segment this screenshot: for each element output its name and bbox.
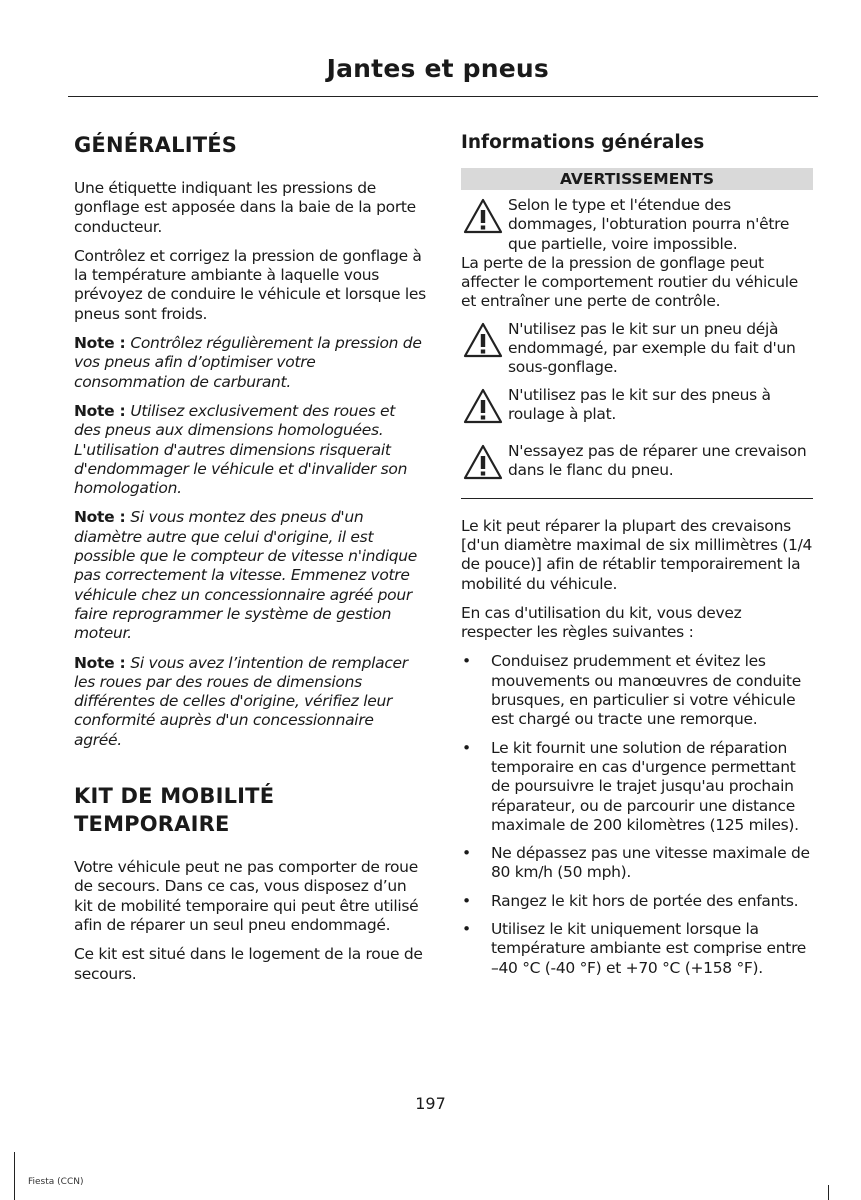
paragraph: Une étiquette indiquant les pressions de gonflage est apposée dans la baie de la porte conducteur. — [74, 179, 416, 236]
note-label: Note : — [74, 401, 126, 420]
warnings-divider — [461, 498, 813, 499]
left-column — [74, 131, 426, 994]
title-divider — [68, 96, 818, 97]
note — [74, 508, 426, 643]
warning-item — [461, 442, 813, 490]
list-item — [461, 892, 813, 911]
bullet: • — [462, 844, 471, 863]
note — [74, 334, 426, 392]
paragraph: Ce kit est situé dans le logement de la roue de secours. — [74, 945, 423, 983]
warning-text: N'utilisez pas le kit sur des pneus à roulage à plat. — [508, 385, 771, 423]
paragraph: Contrôlez et corrigez la pression de gonflage à la température ambiante à laquelle vous prévoyez de conduire le véhicule et lorsque les pneus sont froids. — [74, 246, 426, 323]
warning-triangle-icon — [463, 198, 503, 234]
warning-item — [461, 196, 813, 254]
crop-mark — [828, 1185, 829, 1200]
section-heading-informations: Informations générales — [461, 132, 705, 153]
bullet: • — [462, 738, 471, 757]
note-label: Note : — [74, 653, 126, 672]
section-heading-generalites: GÉNÉRALITÉS — [74, 133, 238, 157]
warning-item — [461, 320, 813, 378]
list-item-text: Rangez le kit hors de portée des enfants. — [491, 891, 799, 910]
warning-text: Selon le type et l'étendue des dommages, l'obturation pourra n'être que partielle, voire impossible. — [508, 196, 790, 253]
list-item — [461, 920, 813, 978]
warning-continuation: La perte de la pression de gonflage peut affecter le comportement routier du véhicule et entraîner une perte de contrôle. — [461, 253, 799, 311]
note — [74, 402, 426, 498]
note-text: Contrôlez régulièrement la pression de vos pneus afin d’optimiser votre consommation de carburant. — [74, 334, 422, 391]
warning-triangle-icon — [463, 444, 503, 480]
list-item — [461, 739, 813, 835]
bullet: • — [462, 652, 471, 671]
rules-list — [461, 652, 813, 977]
note-text: Si vous avez l’intention de remplacer les roues par des roues de dimensions différentes de celles d'origine, vérifiez leur conformité auprès d'un concessionnaire agréé. — [74, 653, 408, 749]
right-column — [461, 131, 813, 987]
list-item-text: Ne dépassez pas une vitesse maximale de 80 km/h (50 mph). — [491, 844, 810, 882]
section-heading-kit-line2: TEMPORAIRE — [74, 812, 230, 837]
page-title: Jantes et pneus — [326, 54, 549, 83]
note-label: Note : — [74, 508, 126, 527]
warning-triangle-icon — [463, 322, 503, 358]
bullet: • — [462, 891, 471, 910]
section-heading-kit-line1: KIT DE MOBILITÉ — [74, 784, 275, 809]
note-label: Note : — [74, 334, 126, 353]
note — [74, 654, 426, 750]
bullet: • — [462, 920, 471, 939]
list-item — [461, 652, 813, 729]
note-text: Si vous montez des pneus d'un diamètre autre que celui d'origine, il est possible que le compteur de vitesse n'indique pas correctement la vitesse. Emmenez votre véhicule chez un concessionnaire agréé pour faire reprogrammer le système de gestion moteur. — [74, 508, 418, 643]
footer-model: Fiesta (CCN) — [28, 1177, 84, 1187]
paragraph: Votre véhicule peut ne pas comporter de roue de secours. Dans ce cas, vous disposez d’un kit de mobilité temporaire qui peut être utilisé afin de réparer un seul pneu endommagé. — [74, 858, 419, 934]
warnings-header: AVERTISSEMENTS — [461, 168, 813, 190]
crop-mark — [14, 1152, 15, 1200]
list-item-text: Le kit fournit une solution de réparation temporaire en cas d'urgence permettant de poursuivre le trajet jusqu'au prochain réparateur, ou de parcourir une distance maximale de 200 kilomètres (125 miles). — [491, 738, 799, 834]
list-item — [461, 844, 813, 883]
warning-item — [461, 386, 813, 434]
paragraph: Le kit peut réparer la plupart des crevaisons [d'un diamètre maximal de six millimètres (1/4 de pouce)] afin de rétablir temporairement la mobilité du véhicule. — [461, 516, 813, 593]
paragraph: En cas d'utilisation du kit, vous devez respecter les règles suivantes : — [461, 603, 742, 642]
warning-text: N'utilisez pas le kit sur un pneu déjà endommagé, par exemple du fait d'un sous-gonflage. — [508, 319, 796, 377]
list-item-text: Utilisez le kit uniquement lorsque la température ambiante est comprise entre –40 °C (-40 °F) et +70 °C (+158 °F). — [491, 920, 807, 977]
list-item-text: Conduisez prudemment et évitez les mouvements ou manœuvres de conduite brusques, en particulier si votre véhicule est chargé ou tracte une remorque. — [491, 652, 801, 729]
warning-triangle-icon — [463, 388, 503, 424]
note-text: Utilisez exclusivement des roues et des pneus aux dimensions homologuées. L'utilisation d'autres dimensions risquerait d'endommager le véhicule et d'invalider son homologation. — [74, 401, 408, 498]
page-number: 197 — [415, 1094, 446, 1113]
warning-text: N'essayez pas de réparer une crevaison dans le flanc du pneu. — [508, 441, 807, 479]
